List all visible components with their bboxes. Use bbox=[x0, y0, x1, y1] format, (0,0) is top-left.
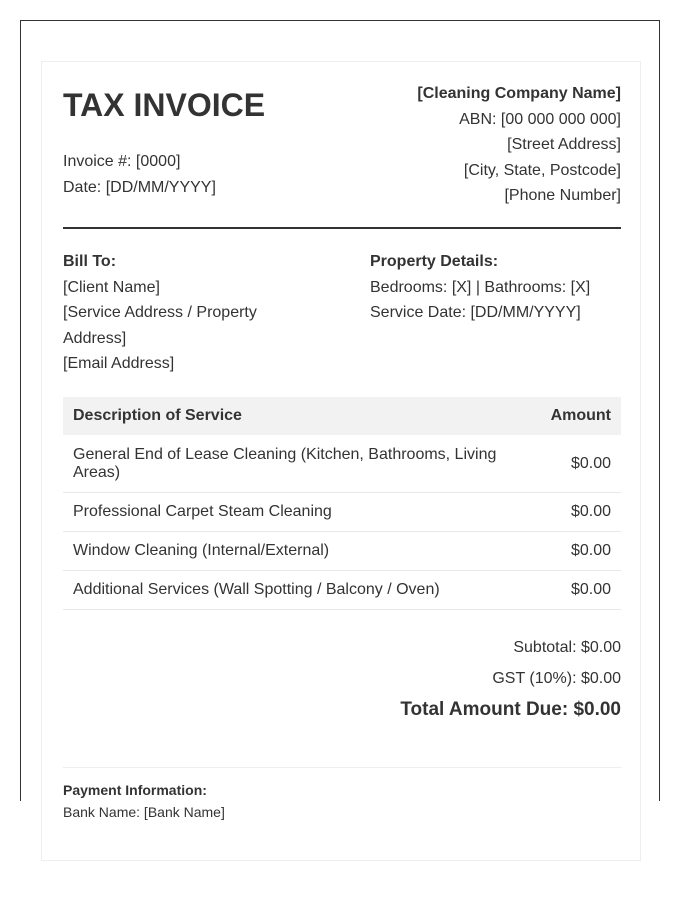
bank-name: Bank Name: [Bank Name] bbox=[63, 804, 225, 820]
company-phone: [Phone Number] bbox=[504, 187, 621, 204]
invoice-page bbox=[41, 61, 641, 861]
company-name: [Cleaning Company Name] bbox=[417, 85, 621, 102]
document-viewport bbox=[20, 20, 660, 820]
service-address-line2: Address] bbox=[63, 329, 127, 347]
service-description: General End of Lease Cleaning (Kitchen, Bathrooms, Living Areas) bbox=[63, 435, 511, 493]
property-rooms: Bedrooms: [X] | Bathrooms: [X] bbox=[370, 278, 591, 296]
invoice-date: Date: [DD/MM/YYYY] bbox=[63, 179, 216, 196]
invoice-header bbox=[63, 81, 621, 229]
gst-amount: GST (10%): $0.00 bbox=[492, 670, 621, 687]
table-header-row bbox=[63, 397, 621, 435]
company-street: [Street Address] bbox=[507, 136, 621, 153]
invoice-meta bbox=[63, 149, 216, 201]
total-amount-due: Total Amount Due: $0.00 bbox=[400, 699, 621, 720]
table-row bbox=[63, 493, 621, 532]
description-column-header: Description of Service bbox=[63, 397, 511, 435]
service-amount: $0.00 bbox=[511, 532, 621, 571]
subtotal: Subtotal: $0.00 bbox=[513, 639, 621, 656]
service-address-line1: [Service Address / Property bbox=[63, 304, 257, 321]
service-amount: $0.00 bbox=[511, 493, 621, 532]
parties-section bbox=[63, 229, 621, 397]
service-description: Professional Carpet Steam Cleaning bbox=[63, 493, 511, 532]
invoice-title: TAX INVOICE bbox=[63, 87, 266, 123]
service-description: Window Cleaning (Internal/External) bbox=[63, 532, 511, 571]
service-date: Service Date: [DD/MM/YYYY] bbox=[370, 304, 581, 321]
payment-information bbox=[63, 767, 621, 820]
property-heading: Property Details: bbox=[370, 253, 499, 270]
table-row bbox=[63, 532, 621, 571]
company-abn: ABN: [00 000 000 000] bbox=[459, 110, 621, 128]
bill-to-heading: Bill To: bbox=[63, 253, 117, 270]
payment-heading: Payment Information: bbox=[63, 782, 207, 798]
service-amount: $0.00 bbox=[511, 435, 621, 493]
invoice-number: Invoice #: [0000] bbox=[63, 153, 181, 170]
company-city: [City, State, Postcode] bbox=[463, 161, 621, 179]
company-details bbox=[417, 81, 621, 209]
table-row bbox=[63, 435, 621, 493]
bill-to-block bbox=[63, 249, 293, 377]
services-table bbox=[63, 397, 621, 610]
service-description: Additional Services (Wall Spotting / Balcony / Oven) bbox=[63, 571, 511, 610]
invoice-content bbox=[63, 81, 621, 820]
client-name: [Client Name] bbox=[63, 278, 160, 296]
table-row bbox=[63, 571, 621, 610]
totals-block bbox=[63, 632, 621, 723]
client-email: [Email Address] bbox=[63, 355, 175, 372]
amount-column-header: Amount bbox=[511, 397, 621, 435]
service-amount: $0.00 bbox=[511, 571, 621, 610]
property-details-block bbox=[370, 249, 590, 326]
